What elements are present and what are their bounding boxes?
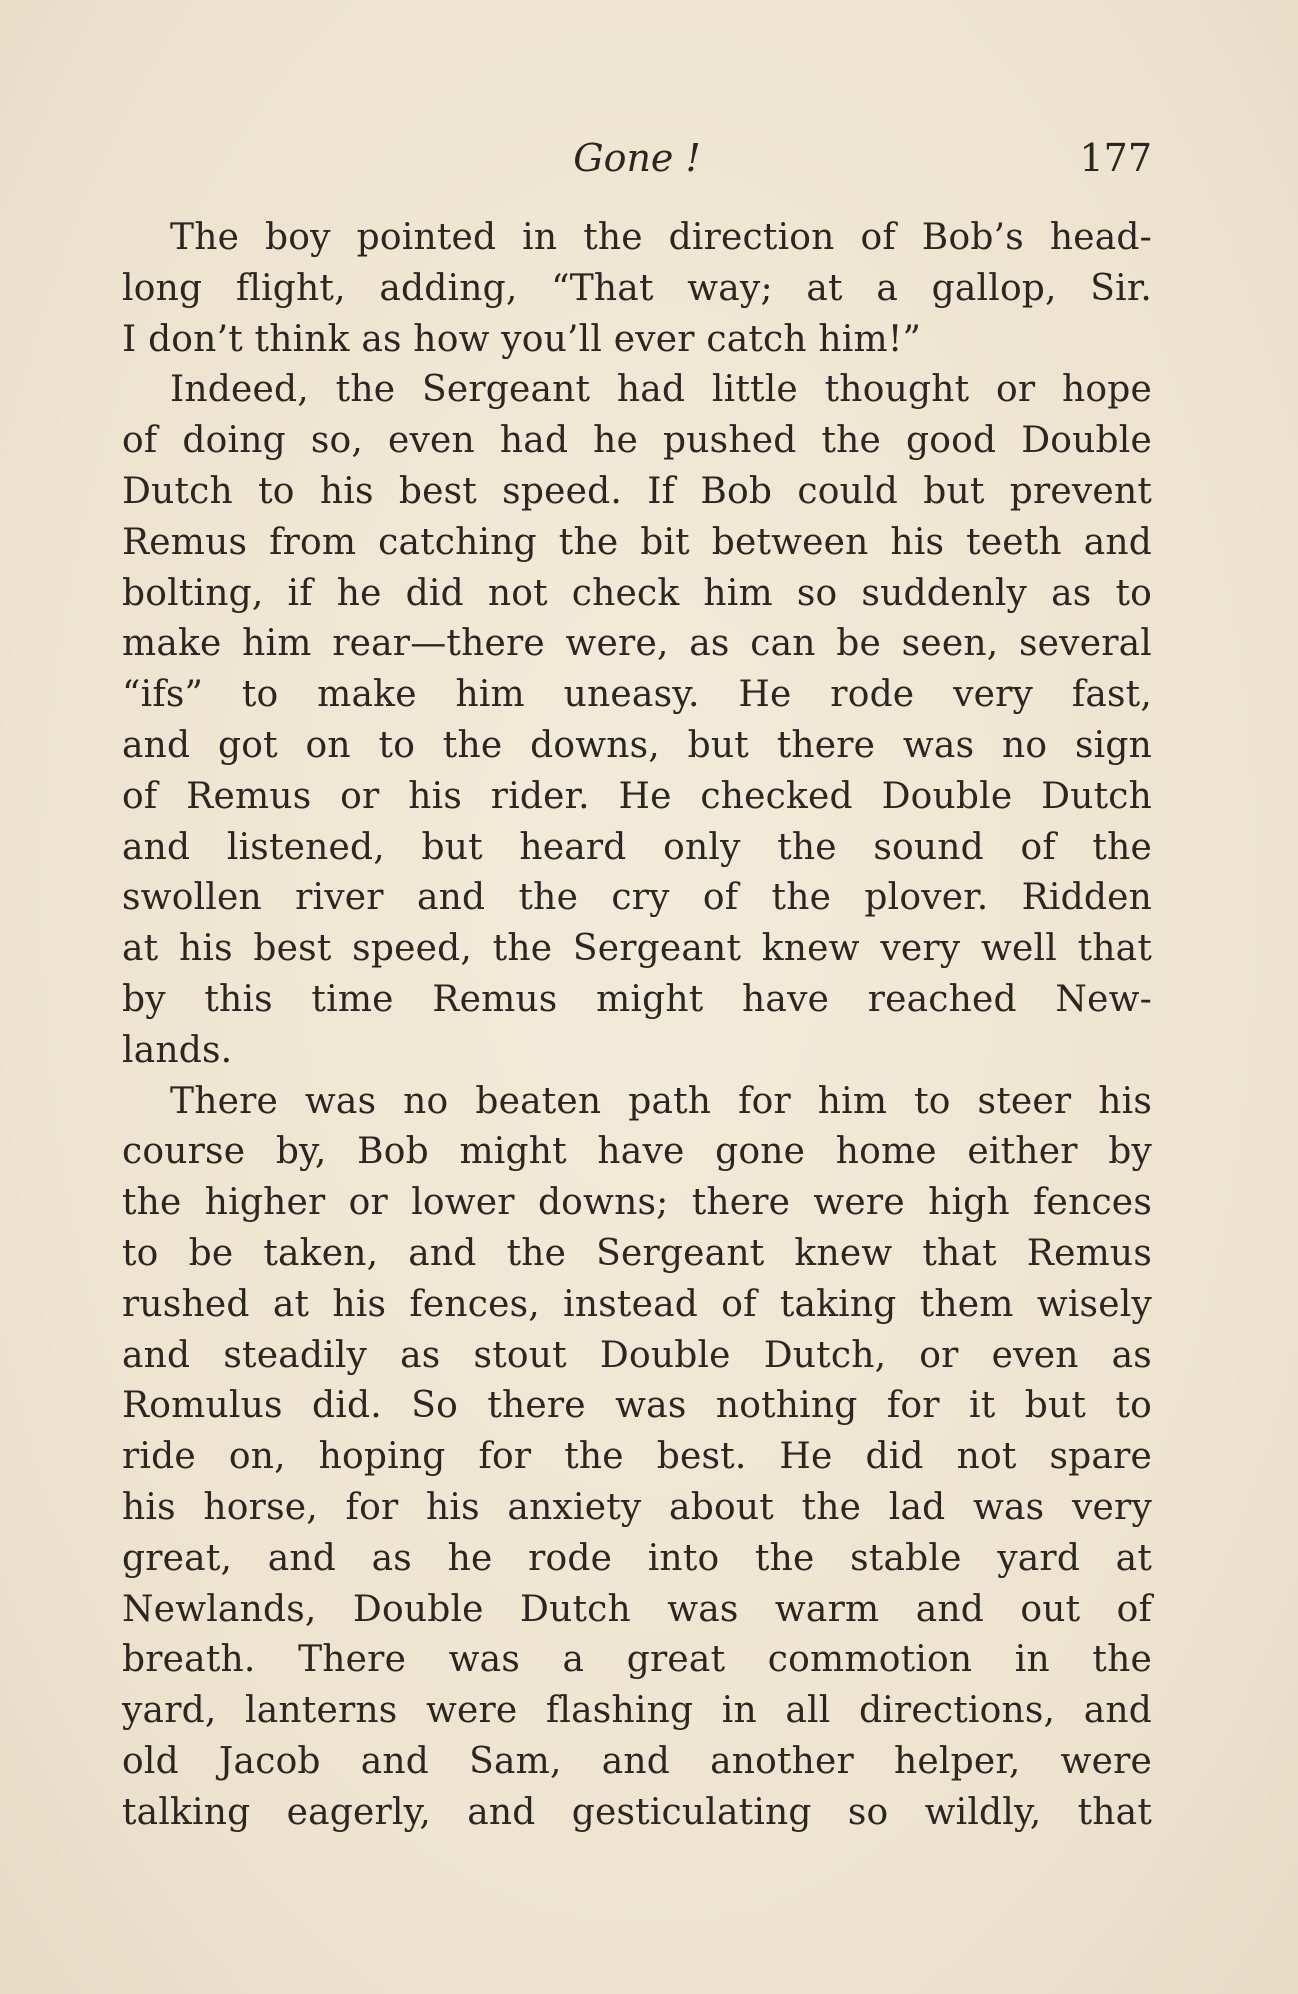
text-line: I don’t think as how you’ll ever catch him!” <box>122 318 922 360</box>
paragraph <box>122 365 1152 1076</box>
text-line: great, and as he rode into the stable yard at <box>122 1537 1152 1579</box>
text-line: “ifs” to make him uneasy. He rode very fast, <box>122 674 1152 716</box>
text-line: swollen river and the cry of the plover. Ridden <box>122 877 1152 919</box>
paragraph <box>122 213 1152 365</box>
text-line: of doing so, even had he pushed the good Double <box>122 420 1152 462</box>
text-line: old Jacob and Sam, and another helper, were <box>122 1740 1152 1782</box>
text-line: course by, Bob might have gone home either by <box>122 1131 1152 1173</box>
paragraph <box>122 1077 1152 1839</box>
text-line: lands. <box>122 1029 233 1071</box>
text-line: and got on to the downs, but there was no sign <box>122 724 1152 766</box>
text-line: Indeed, the Sergeant had little thought or hope <box>170 369 1152 411</box>
text-line: bolting, if he did not check him so suddenly as to <box>122 572 1152 614</box>
text-line: talking eagerly, and gesticulating so wildly, that <box>122 1791 1152 1833</box>
text-line: of Remus or his rider. He checked Double Dutch <box>122 775 1152 817</box>
text-line: to be taken, and the Sergeant knew that Remus <box>122 1232 1152 1274</box>
text-line: make him rear—there were, as can be seen, several <box>122 623 1152 665</box>
text-line: long flight, adding, “That way; at a gallop, Sir. <box>122 267 1152 309</box>
text-line: Romulus did. So there was nothing for it but to <box>122 1385 1152 1427</box>
text-line: Dutch to his best speed. If Bob could but prevent <box>122 470 1152 512</box>
text-line: and listened, but heard only the sound of the <box>122 826 1152 868</box>
page-header <box>122 130 1152 190</box>
running-title: Gone ! <box>573 136 701 180</box>
text-line: ride on, hoping for the best. He did not spare <box>122 1436 1152 1478</box>
text-line: yard, lanterns were flashing in all directions, and <box>122 1690 1152 1732</box>
text-line: breath. There was a great commotion in the <box>122 1639 1152 1681</box>
text-line: his horse, for his anxiety about the lad was very <box>122 1486 1152 1528</box>
text-line: by this time Remus might have reached New- <box>122 978 1152 1020</box>
page-number: 177 <box>1079 136 1152 180</box>
text-line: the higher or lower downs; there were high fences <box>122 1182 1152 1224</box>
text-line: and steadily as stout Double Dutch, or even as <box>122 1334 1152 1376</box>
text-line: Newlands, Double Dutch was warm and out of <box>122 1588 1152 1630</box>
text-line: There was no beaten path for him to steer his <box>170 1080 1152 1122</box>
text-line: Remus from catching the bit between his teeth and <box>122 521 1152 563</box>
body-text <box>122 213 1152 1839</box>
text-line: at his best speed, the Sergeant knew very well that <box>122 928 1152 970</box>
text-line: The boy pointed in the direction of Bob’s head- <box>170 217 1152 258</box>
text-line: rushed at his fences, instead of taking them wisely <box>122 1283 1152 1325</box>
